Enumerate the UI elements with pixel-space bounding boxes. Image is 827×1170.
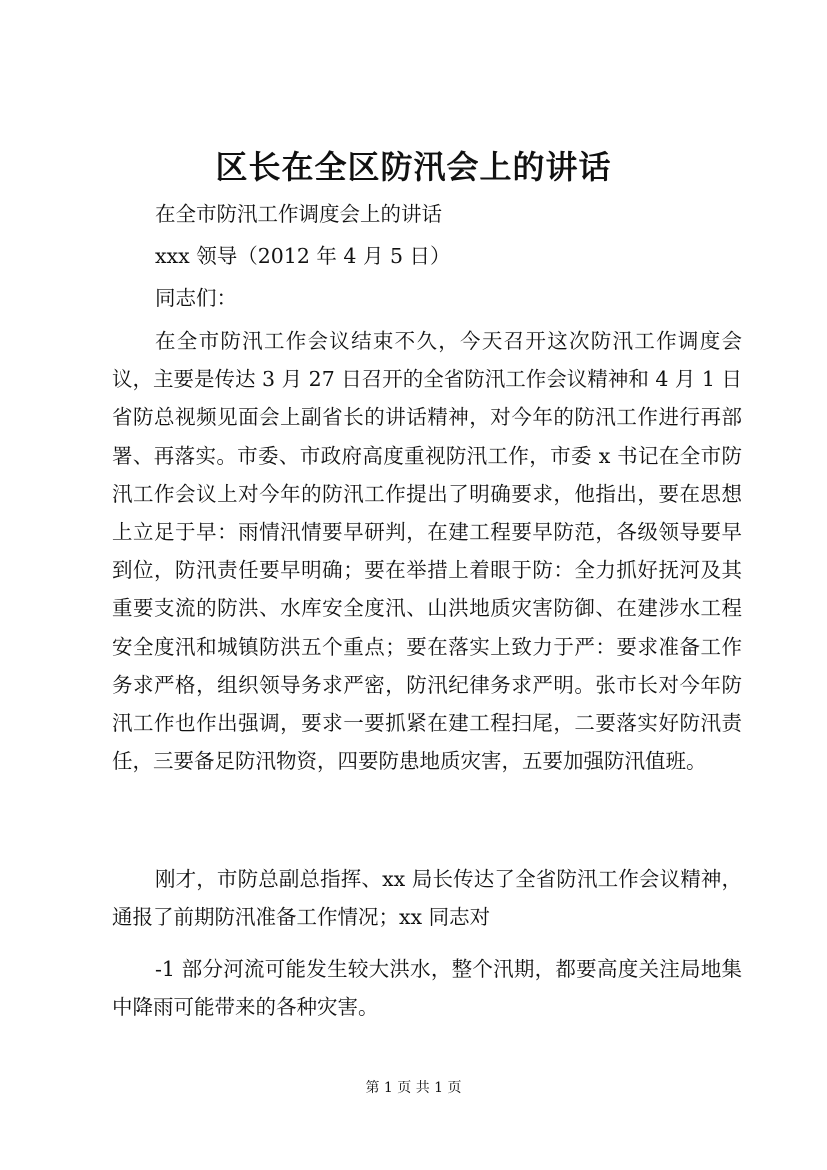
page-footer: 第 1 页 共 1 页 (365, 1080, 462, 1096)
paragraph-2: 刚才，市防总副总指挥、xx 局长传达了全省防汛工作会议精神，通报了前期防汛准备工作情况；xx 同志对 (112, 867, 742, 930)
paragraph-1: 在全市防汛工作会议结束不久，今天召开这次防汛工作调度会议，主要是传达 3 月 27 日召开的全省防汛工作会议精神和 4 月 1 日省防总视频见面会上副省长的讲话精神，对今年的防汛工作进行再部署、再落实。市委、市政府高度重视防汛工作，市委 x 书记在全市防汛工作会议上对今年的防汛工作提出了明确要求，他指出，要在思想上立足于早：雨情汛情要早研判，在建工程要早防范，各级领导要早到位，防汛责任要早明确；要在举措上着眼于防：全力抓好抚河及其重要支流的防洪、水库安全度汛、山洪地质灾害防御、在建涉水工程安全度汛和城镇防洪五个重点；要在落实上致力于严：要求准备工作务求严格，组织领导务求严密，防汛纪律务求严明。张市长对今年防汛工作也作出强调，要求一要抓紧在建工程扫尾，二要落实好防汛责任，三要备足防汛物资，四要防患地质灾害，五要加强防汛值班。 (112, 329, 742, 774)
paragraph-3: -1 部分河流可能发生较大洪水，整个汛期，都要高度关注局地集中降雨可能带来的各种灾害。 (112, 957, 742, 1020)
document-title: 区长在全区防汛会上的讲话 (215, 148, 612, 186)
speaker-line: xxx 领导（2012 年 4 月 5 日） (155, 244, 451, 268)
subtitle-line: 在全市防汛工作调度会上的讲话 (155, 202, 442, 226)
salutation: 同志们： (155, 286, 237, 310)
